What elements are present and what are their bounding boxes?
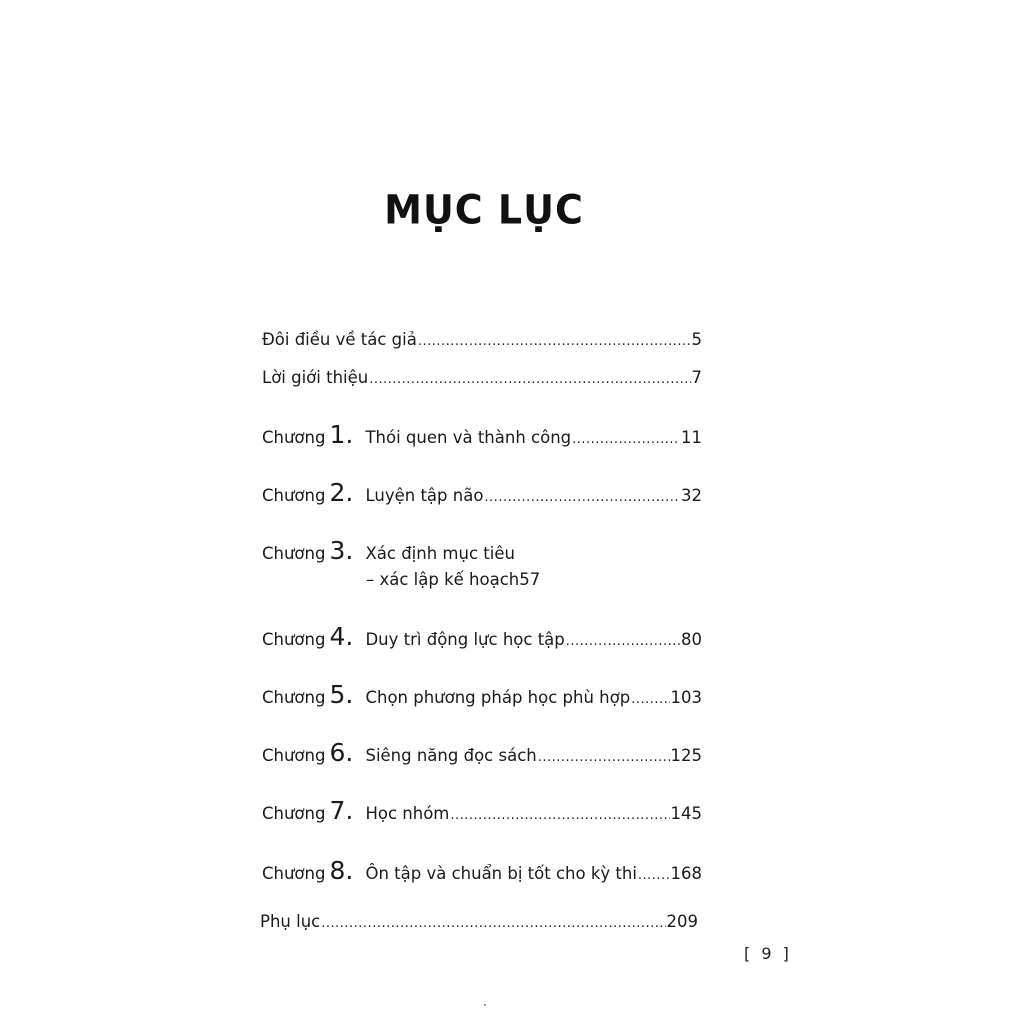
chapter-title-line-2: – xác lập kế hoạch [366,570,520,589]
chapter-word: Chương [262,864,326,883]
dot-leader [538,750,670,765]
chapter-title: Ôn tập và chuẩn bị tốt cho kỳ thi [365,864,637,883]
chapter-page: 57 [519,570,541,589]
chapter-word: Chương [262,688,326,707]
toc-entry-page: 5 [691,330,702,349]
chapter-word: Chương [262,486,326,505]
chapter-page: 103 [670,688,702,707]
toc-chapter-2[interactable] [262,478,702,507]
toc-entry-page: 7 [691,368,702,387]
chapter-number: 3. [329,536,354,565]
dot-leader [631,692,669,707]
dot-leader [566,634,680,649]
toc-chapter-3-continuation[interactable] [366,570,702,589]
chapter-word: Chương [262,544,326,563]
dot-leader [572,432,680,447]
chapter-page: 32 [681,486,702,505]
toc-entry-about-author[interactable] [262,330,702,349]
dot-leader [418,334,691,349]
dot-leader [484,490,680,505]
toc-entry-page: 209 [666,912,698,931]
chapter-word: Chương [262,630,326,649]
toc-chapter-1[interactable] [262,420,702,449]
chapter-title: Thói quen và thành công [365,428,572,447]
chapter-number: 5. [329,680,354,709]
chapter-word: Chương [262,804,326,823]
chapter-number: 4. [329,622,354,651]
chapter-page: 80 [681,630,702,649]
toc-entry-label: Phụ lục [260,912,321,931]
toc-entry-introduction[interactable] [262,368,702,387]
toc-chapter-8[interactable] [262,856,702,885]
dot-leader [638,868,670,883]
toc-entry-appendix[interactable] [260,912,698,931]
chapter-title: Duy trì động lực học tập [365,630,565,649]
toc-chapter-3[interactable] [262,536,702,565]
toc-entry-label: Lời giới thiệu [262,368,369,387]
chapter-word: Chương [262,428,326,447]
chapter-page: 168 [670,864,702,883]
chapter-title: Chọn phương pháp học phù hợp [365,688,631,707]
scan-speck [484,1004,486,1006]
page-title: MỤC LỤC [384,186,584,234]
chapter-page: 125 [670,746,702,765]
chapter-word: Chương [262,746,326,765]
toc-chapter-6[interactable] [262,738,702,767]
chapter-number: 1. [329,420,354,449]
chapter-title: Học nhóm [365,804,450,823]
chapter-title: Siêng năng đọc sách [365,746,537,765]
chapter-number: 8. [329,856,354,885]
toc-chapter-5[interactable] [262,680,702,709]
dot-leader [450,808,669,823]
dot-leader [369,372,690,387]
dot-leader [321,916,665,931]
chapter-page: 145 [670,804,702,823]
chapter-number: 2. [329,478,354,507]
chapter-title-line-1: Xác định mục tiêu [365,544,515,563]
toc-chapter-7[interactable] [262,796,702,825]
chapter-page: 11 [681,428,702,447]
chapter-number: 6. [329,738,354,767]
toc-entry-label: Đôi điều về tác giả [262,330,417,349]
toc-chapter-4[interactable] [262,622,702,651]
page-number: [ 9 ] [744,944,792,963]
chapter-number: 7. [329,796,354,825]
chapter-title: Luyện tập não [365,486,484,505]
